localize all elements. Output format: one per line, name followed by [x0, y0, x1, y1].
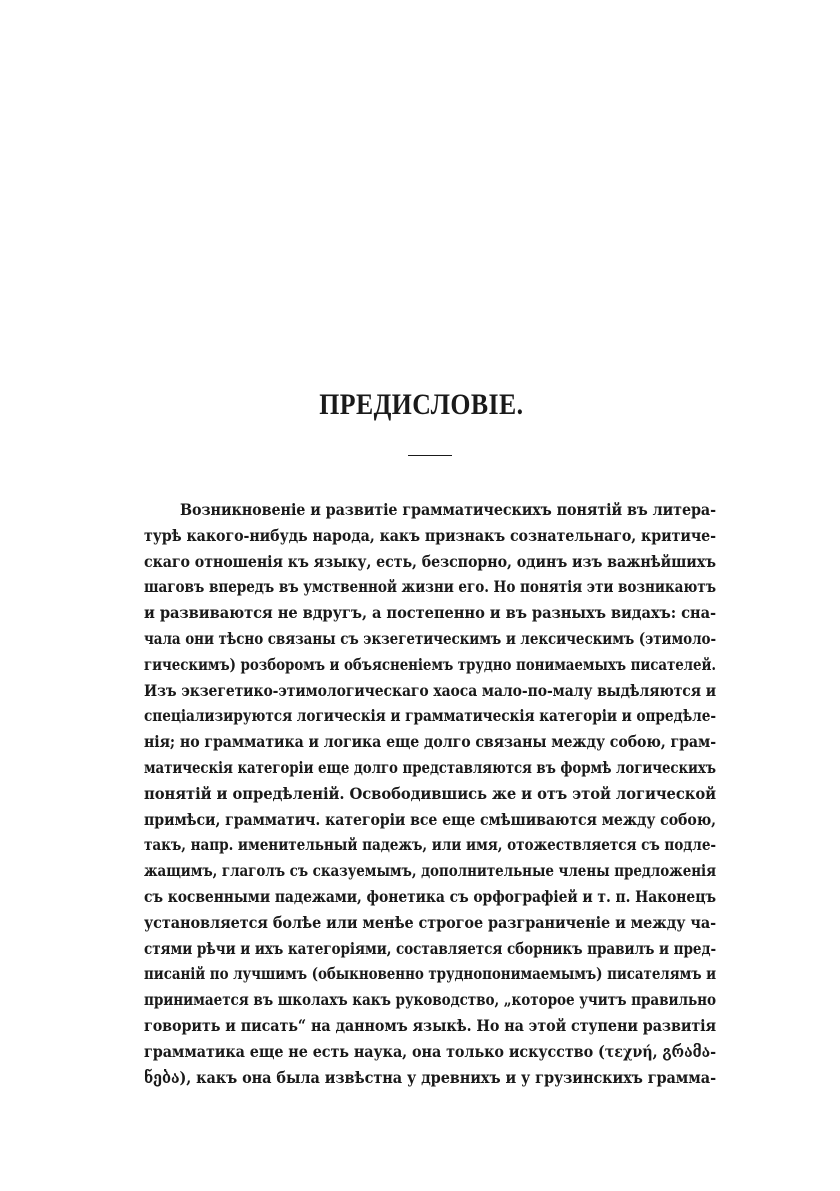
paragraph-line: спеціализируются логическія и грамматическія категоріи и опредѣле- — [144, 706, 716, 726]
paragraph-line: стями рѣчи и ихъ категоріями, составляется сборникъ правилъ и пред- — [144, 938, 716, 958]
paragraph-line: установляется болѣе или менѣе строгое разграниченіе и между ча- — [144, 912, 716, 932]
paragraph-line: нія; но грамматика и логика еще долго связаны между собою, грам- — [144, 732, 716, 752]
paragraph-line: ნება), какъ она была извѣстна у древнихъ и у грузинскихъ грамма- — [144, 1067, 716, 1087]
chapter-heading: ПРЕДИСЛОВІЕ. — [319, 388, 524, 421]
paragraph-line: чала они тѣсно связаны съ экзегетическимъ и лексическимъ (этимоло- — [144, 628, 716, 648]
paragraph-line: говорить и писать“ на данномъ языкѣ. Но на этой ступени развитія — [144, 1015, 716, 1035]
paragraph-line: шаговъ впередъ въ умственной жизни его. Но понятія эти возникаютъ — [144, 577, 716, 597]
paragraph-line: примѣси, грамматич. категоріи все еще смѣшиваются между собою, — [144, 809, 716, 829]
paragraph-line: Возникновеніе и развитіе грамматическихъ понятій въ литера- — [180, 500, 716, 519]
paragraph-line: турѣ какого-нибудь народа, какъ признакъ сознательнаго, критиче- — [144, 525, 716, 545]
paragraph-line: принимается въ школахъ какъ руководство, „которое учитъ правильно — [144, 990, 716, 1010]
paragraph-line: и развиваются не вдругъ, а постепенно и въ разныхъ видахъ: сна- — [144, 603, 716, 623]
paragraph-line: жащимъ, глаголъ съ сказуемымъ, дополнительные члены предложенія — [144, 861, 716, 881]
paragraph-line: понятій и опредѣленій. Освободившись же и отъ этой логической — [144, 783, 716, 803]
paragraph-line: гическимъ) розборомъ и объясненіемъ трудно понимаемыхъ писателей. — [144, 654, 716, 674]
paragraph-line: съ косвенными падежами, фонетика съ орфографіей и т. п. Наконецъ — [144, 886, 716, 906]
preface-paragraph — [144, 497, 716, 1090]
paragraph-line: писаній по лучшимъ (обыкновенно труднопонимаемымъ) писателямъ и — [144, 964, 716, 984]
paragraph-line: грамматика еще не есть наука, она только искусство (τεχνή, გრამა- — [144, 1041, 716, 1061]
paragraph-line: матическія категоріи еще долго представляются въ формѣ логическихъ — [144, 757, 716, 777]
paragraph-line: такъ, напр. именительный падежъ, или имя, отожествляется съ подле- — [144, 835, 716, 855]
paragraph-line: скаго отношенія къ языку, есть, безспорно, одинъ изъ важнѣйшихъ — [144, 551, 716, 571]
heading-divider — [408, 455, 452, 456]
paragraph-line: Изъ экзегетико-этимологическаго хаоса мало-по-малу выдѣляются и — [144, 680, 716, 700]
